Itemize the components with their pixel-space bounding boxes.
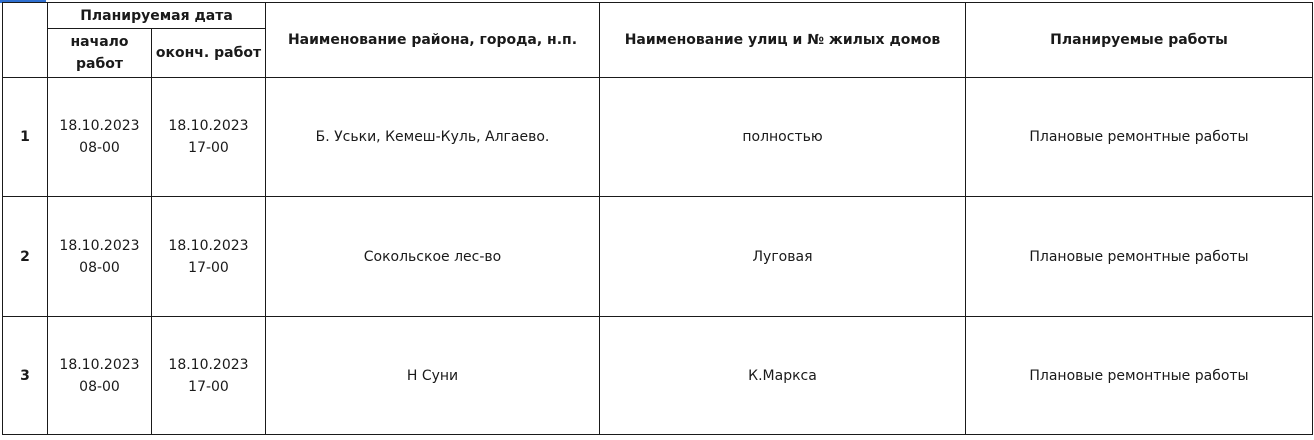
- table-row: [3, 78, 1313, 197]
- district-cell: Н Суни: [266, 317, 600, 435]
- district-cell: Б. Уськи, Кемеш-Куль, Алгаево.: [266, 78, 600, 197]
- streets-cell: Луговая: [600, 197, 966, 317]
- works-cell: Плановые ремонтные работы: [966, 78, 1313, 197]
- header-start: начало работ: [48, 29, 152, 78]
- end-datetime: [152, 197, 266, 317]
- work-schedule-table: [2, 2, 1313, 435]
- works-cell: Плановые ремонтные работы: [966, 197, 1313, 317]
- start-time: 08-00: [79, 259, 120, 276]
- end-date: 18.10.2023: [168, 237, 249, 254]
- header-works: Планируемые работы: [966, 3, 1313, 78]
- row-number: 3: [3, 317, 48, 435]
- table-row: [3, 317, 1313, 435]
- header-end: оконч. работ: [152, 29, 266, 78]
- row-number: 2: [3, 197, 48, 317]
- end-datetime: [152, 317, 266, 435]
- start-datetime: [48, 197, 152, 317]
- end-time: 17-00: [188, 140, 229, 156]
- start-datetime: [48, 317, 152, 435]
- header-district: Наименование района, города, н.п.: [266, 3, 600, 78]
- end-date: 18.10.2023: [168, 356, 249, 373]
- start-date: 18.10.2023: [59, 237, 140, 254]
- start-date: 18.10.2023: [59, 356, 140, 373]
- row-number: 1: [3, 78, 48, 197]
- streets-cell: К.Маркса: [600, 317, 966, 435]
- end-date: 18.10.2023: [168, 118, 249, 134]
- end-datetime: [152, 78, 266, 197]
- end-time: 17-00: [188, 378, 229, 395]
- header-planned-date: Планируемая дата: [48, 3, 266, 29]
- header-streets: Наименование улиц и № жилых домов: [600, 3, 966, 78]
- start-time: 08-00: [79, 378, 120, 395]
- district-cell: Сокольское лес-во: [266, 197, 600, 317]
- start-date: 18.10.2023: [59, 118, 140, 134]
- start-datetime: [48, 78, 152, 197]
- works-cell: Плановые ремонтные работы: [966, 317, 1313, 435]
- header-number-cell: [3, 3, 48, 78]
- end-time: 17-00: [188, 259, 229, 276]
- streets-cell: полностью: [600, 78, 966, 197]
- table-row: [3, 197, 1313, 317]
- start-time: 08-00: [79, 140, 120, 156]
